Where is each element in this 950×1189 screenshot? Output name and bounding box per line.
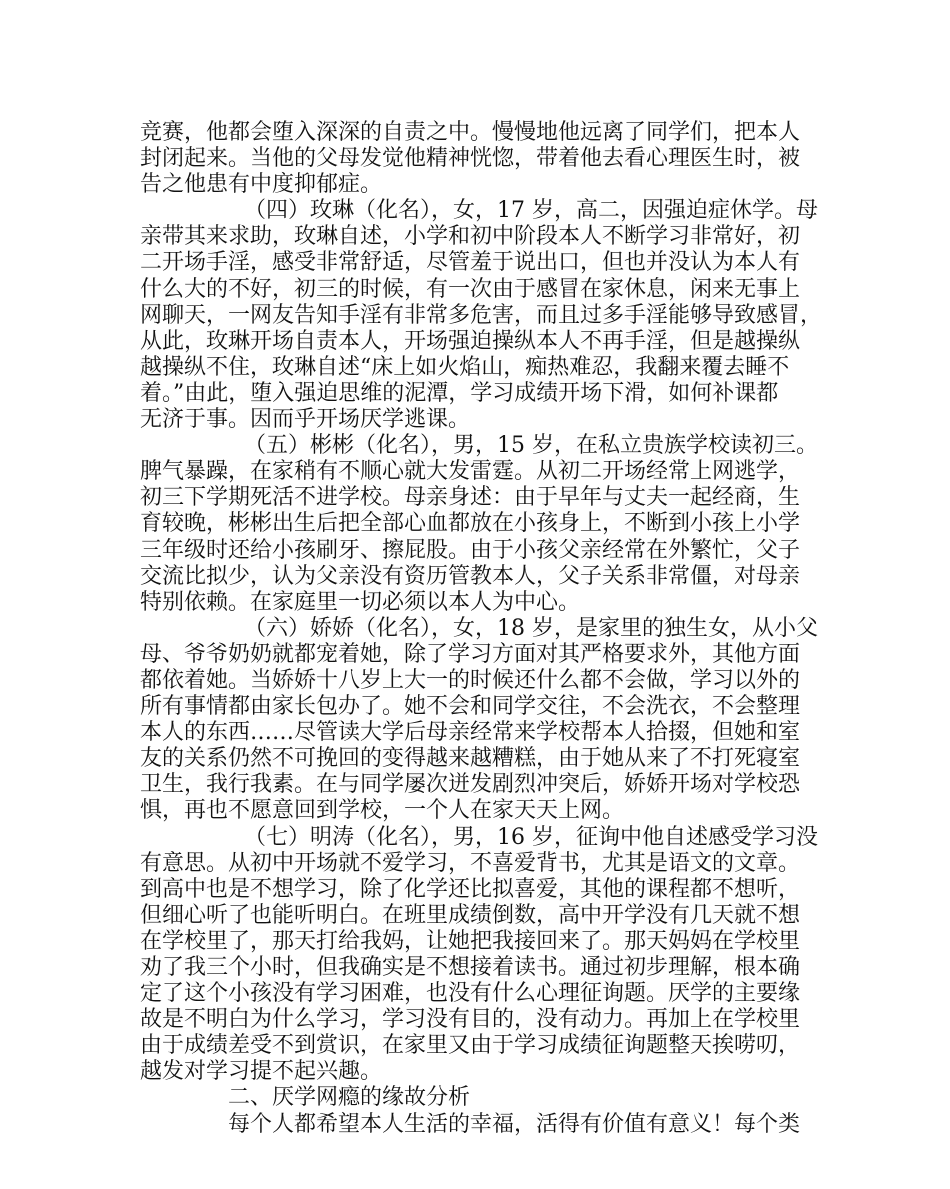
text-line: 初三下学期死活不进学校。母亲身述：由于早年与丈夫一起经商，生	[140, 485, 801, 511]
text-line: 由于成绩差受不到赏识，在家里又由于学习成绩征询题整天挨唠叨，	[140, 1033, 801, 1059]
text-line: 惧，再也不愿意回到学校，一个人在家天天上网。	[140, 798, 625, 824]
text-line: 育较晚，彬彬出生后把全部心血都放在小孩身上，不断到小孩上小学	[140, 511, 801, 537]
text-line: 脾气暴躁，在家稍有不顺心就大发雷霆。从初二开场经常上网逃学，	[140, 459, 801, 485]
text-line: 在学校里了，那天打给我妈，让她把我接回来了。那天妈妈在学校里	[140, 928, 801, 954]
text-line: 从此，玫琳开场自责本人，开场强迫操纵本人不再手淫，但是越操纵	[140, 328, 801, 354]
text-line: 着。”由此，堕入强迫思维的泥潭，学习成绩开场下滑，如何补课都	[140, 380, 779, 406]
text-line: 本人的东西……尽管读大学后母亲经常来学校帮本人拾掇，但她和室	[140, 720, 801, 746]
text-line: 越发对学习提不起兴趣。	[140, 1059, 383, 1085]
text-line: 交流比拟少，认为父亲没有资历管教本人，父子关系非常僵，对母亲	[140, 563, 801, 589]
text-line: 二、厌学网瘾的缘故分析	[228, 1085, 471, 1111]
text-line: 二开场手淫，感受非常舒适，尽管羞于说出口，但也并没认为本人有	[140, 250, 801, 276]
text-line: （六）娇娇（化名），女，18 岁，是家里的独生女，从小父	[244, 615, 818, 641]
text-line: 到高中也是不想学习，除了化学还比拟喜爱，其他的课程都不想听，	[140, 876, 801, 902]
text-line: 三年级时还给小孩刷牙、擦屁股。由于小孩父亲经常在外繁忙，父子	[140, 537, 801, 563]
text-line: 母、爷爷奶奶就都宠着她，除了学习方面对其严格要求外，其他方面	[140, 641, 801, 667]
text-line: 竞赛，他都会堕入深深的自责之中。慢慢地他远离了同学们，把本人	[140, 120, 801, 145]
text-line: 无济于事。因而乎开场厌学逃课。	[140, 407, 471, 433]
text-line: 什么大的不好，初三的时候，有一次由于感冒在家休息，闲来无事上	[140, 276, 801, 302]
text-line: 但细心听了也能听明白。在班里成绩倒数，高中开学没有几天就不想	[140, 902, 801, 928]
text-line: （五）彬彬（化名），男，15 岁，在私立贵族学校读初三。	[244, 433, 818, 459]
text-line: 告之他患有中度抑郁症。	[140, 172, 383, 198]
text-line: 都依着她。当娇娇十八岁上大一的时候还什么都不会做，学习以外的	[140, 667, 801, 693]
document-body	[140, 120, 823, 1138]
text-line: 特别依赖。在家庭里一切必须以本人为中心。	[140, 589, 581, 615]
text-line: 所有事情都由家长包办了。她不会和同学交往，不会洗衣，不会整理	[140, 694, 801, 720]
text-line: 封闭起来。当他的父母发觉他精神恍惚，带着他去看心理医生时，被	[140, 146, 801, 172]
text-line: 故是不明白为什么学习，学习没有目的，没有动力。再加上在学校里	[140, 1007, 801, 1033]
text-line: 友的关系仍然不可挽回的变得越来越糟糕，由于她从来了不打死寝室	[140, 746, 801, 772]
text-line: 每个人都希望本人生活的幸福，活得有价值有意义！每个类	[228, 1111, 801, 1137]
text-line: 越操纵不住，玫琳自述“床上如火焰山，痴热难忍，我翻来覆去睡不	[140, 354, 790, 380]
text-line: 亲带其来求助，玫琳自述，小学和初中阶段本人不断学习非常好，初	[140, 224, 801, 250]
text-line: 卫生，我行我素。在与同学屡次迸发剧烈冲突后，娇娇开场对学校恐	[140, 772, 801, 798]
text-line: 有意思。从初中开场就不爱学习，不喜爱背书，尤其是语文的文章。	[140, 850, 801, 876]
text-line: 定了这个小孩没有学习困难，也没有什么心理征询题。厌学的主要缘	[140, 981, 801, 1007]
text-line: 网聊天，一网友告知手淫有非常多危害，而且过多手淫能够导致感冒，	[140, 302, 823, 328]
text-line: 劝了我三个小时，但我确实是不想接着读书。通过初步理解，根本确	[140, 955, 801, 980]
text-line: （七）明涛（化名），男，16 岁，征询中他自述感受学习没	[244, 824, 818, 850]
text-line: （四）玫琳（化名），女，17 岁，高二，因强迫症休学。母	[244, 198, 818, 224]
